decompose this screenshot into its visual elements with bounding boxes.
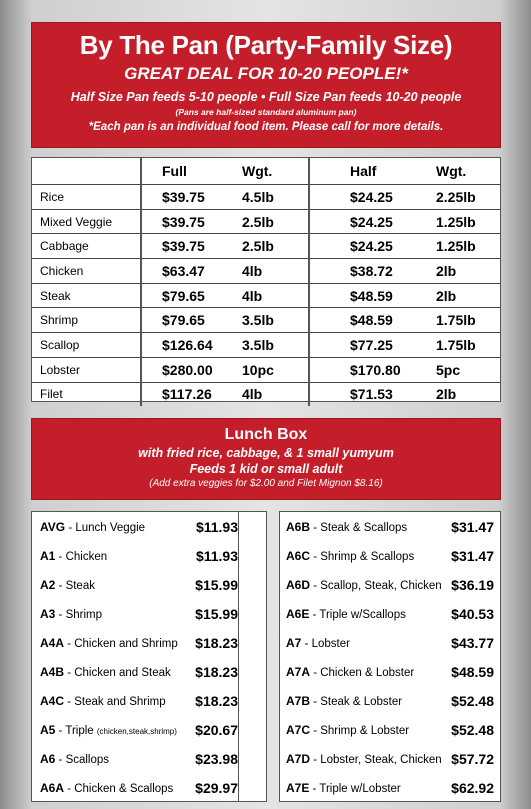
pan-half-weight: 2lb: [436, 283, 500, 308]
list-item: [280, 628, 500, 657]
lunch-item-price: $29.97: [195, 779, 238, 796]
list-item: [280, 744, 500, 773]
lunch-item-name: - Steak & Scallops: [310, 521, 408, 534]
lunch-item-code: A1: [40, 548, 56, 563]
page-title: By The Pan (Party-Family Size): [79, 30, 453, 60]
pan-full-price: $79.65: [141, 308, 242, 333]
pan-item-name: Filet: [32, 382, 141, 406]
each-pan-note: *Each pan is an individual food item. Please call for more details.: [88, 121, 444, 133]
lunch-item-label: [32, 607, 178, 621]
lunch-item-label: [32, 694, 178, 708]
pan-half-weight: 1.25lb: [436, 234, 500, 259]
table-row: [32, 333, 500, 358]
pan-half-price: $24.25: [309, 185, 436, 210]
table-row: [32, 209, 500, 234]
lunch-item-label: [280, 723, 438, 737]
list-item: [32, 599, 266, 628]
lunch-item-name: - Chicken and Steak: [64, 666, 171, 679]
pan-item-name: Cabbage: [32, 234, 141, 259]
lunch-item-label: [280, 694, 438, 708]
list-item: [280, 686, 500, 715]
table-row: [32, 185, 500, 210]
pan-half-weight: 2lb: [436, 382, 500, 406]
lunch-item-label: [280, 607, 438, 621]
pan-full-price: $39.75: [141, 234, 242, 259]
lunch-item-name: - Steak and Shrimp: [64, 695, 166, 708]
pan-item-name: Scallop: [32, 333, 141, 358]
lunch-item-name: - Shrimp: [55, 608, 102, 621]
lunch-item-code: A3: [40, 606, 56, 621]
lunch-item-name: - Scallop, Steak, Chicken: [310, 579, 442, 592]
list-item: [32, 512, 266, 541]
pan-full-price: $280.00: [141, 357, 242, 382]
lunch-item-code: A6B: [286, 519, 311, 534]
pan-half-weight: 5pc: [436, 357, 500, 382]
lunch-box-title: Lunch Box: [224, 426, 308, 443]
lunch-item-code: AVG: [40, 519, 66, 534]
lunch-item-name: - Triple w/Scallops: [309, 608, 406, 621]
lunch-item-name: - Chicken: [55, 550, 108, 563]
lunch-item-name: - Shrimp & Lobster: [310, 724, 410, 737]
pan-full-weight: 4.5lb: [242, 185, 309, 210]
lunch-item-price: $40.53: [451, 605, 494, 622]
pan-half-price: $170.80: [309, 357, 436, 382]
list-item: [32, 773, 266, 802]
pan-full-price: $126.64: [141, 333, 242, 358]
lunch-item-price: $62.92: [451, 779, 494, 796]
list-item: [32, 628, 266, 657]
pan-half-price: $48.59: [309, 283, 436, 308]
lunch-item-label: [32, 752, 178, 766]
lunch-item-name: - Triple: [55, 724, 97, 737]
lunch-item-label: [280, 578, 442, 592]
pan-full-weight: 4lb: [242, 259, 309, 284]
lunch-item-price: $20.67: [195, 721, 238, 738]
pan-full-price: $39.75: [141, 185, 242, 210]
lunch-item-label: [32, 578, 178, 592]
lunch-item-code: A7C: [286, 722, 311, 737]
lunch-item-price: $15.99: [195, 576, 238, 593]
lunch-item-label: [32, 636, 178, 650]
lunch-box-extra-note: (Add extra veggies for $2.00 and Filet Mignon $8.16): [149, 478, 383, 489]
list-item: [280, 715, 500, 744]
list-item: [32, 686, 266, 715]
lunch-item-name: - Steak: [55, 579, 95, 592]
pan-full-weight: 3.5lb: [242, 308, 309, 333]
lunch-item-code: A7D: [286, 751, 311, 766]
pan-half-weight: 2.25lb: [436, 185, 500, 210]
lunch-box-list-left: [31, 511, 267, 802]
lunch-item-code: A7A: [286, 664, 311, 679]
lunch-item-price: $31.47: [451, 518, 494, 535]
table-row: [32, 357, 500, 382]
lunch-item-code: A6D: [286, 577, 311, 592]
lunch-item-price: $18.23: [195, 692, 238, 709]
pan-full-price: $63.47: [141, 259, 242, 284]
lunch-box-banner: [31, 418, 501, 500]
pan-item-name: Mixed Veggie: [32, 209, 141, 234]
list-item: [32, 570, 266, 599]
feeds-note: Half Size Pan feeds 5-10 people • Full Size Pan feeds 10-20 people: [70, 90, 462, 104]
lunch-item-price: $31.47: [451, 547, 494, 564]
pan-half-price: $48.59: [309, 308, 436, 333]
lunch-item-name: - Chicken & Lobster: [310, 666, 415, 679]
pan-item-name: Shrimp: [32, 308, 141, 333]
lunch-item-code: A4A: [40, 635, 65, 650]
pan-full-weight: 10pc: [242, 357, 309, 382]
pan-half-price: $38.72: [309, 259, 436, 284]
lunch-item-code: A6A: [40, 780, 65, 795]
list-item: [280, 599, 500, 628]
lunch-item-code: A6E: [286, 606, 310, 621]
pan-size-note: (Pans are half-sized standard aluminum pan): [175, 107, 357, 117]
lunch-item-price: $11.93: [195, 547, 238, 564]
lunch-box-subtitle: with fried rice, cabbage, & 1 small yumyum: [138, 446, 394, 460]
pan-item-name: Lobster: [32, 357, 141, 382]
lunch-item-label: [280, 752, 442, 766]
deal-headline: GREAT DEAL FOR 10-20 PEOPLE!*: [124, 64, 408, 83]
lunch-item-code: A7B: [286, 693, 311, 708]
lunch-item-code: A7: [286, 635, 302, 650]
table-row: [32, 308, 500, 333]
pan-full-weight: 4lb: [242, 283, 309, 308]
lunch-item-code: A6C: [286, 548, 311, 563]
lunch-item-name: - Lobster: [301, 637, 350, 650]
lunch-item-price: $52.48: [451, 692, 494, 709]
pan-item-name: Steak: [32, 283, 141, 308]
col-full-wgt: Wgt.: [242, 163, 273, 179]
lunch-item-name: - Lunch Veggie: [65, 521, 146, 534]
lunch-item-detail: (chicken,steak,shrimp): [96, 726, 177, 736]
lunch-item-price: $52.48: [451, 721, 494, 738]
lunch-item-name: - Steak & Lobster: [310, 695, 403, 708]
lunch-item-price: $36.19: [451, 576, 494, 593]
pan-half-weight: 1.75lb: [436, 333, 500, 358]
pan-full-price: $117.26: [141, 382, 242, 406]
pan-half-price: $77.25: [309, 333, 436, 358]
lunch-item-code: A7E: [286, 780, 310, 795]
pan-half-weight: 1.25lb: [436, 209, 500, 234]
lunch-item-price: $11.93: [195, 518, 238, 535]
lunch-item-label: [32, 723, 178, 737]
lunch-item-name: - Scallops: [55, 753, 110, 766]
pan-half-price: $24.25: [309, 234, 436, 259]
pan-full-weight: 2.5lb: [242, 209, 309, 234]
pan-half-weight: 2lb: [436, 259, 500, 284]
table-row: [32, 283, 500, 308]
list-item: [32, 744, 266, 773]
lunch-item-label: [280, 549, 438, 563]
lunch-item-name: - Chicken & Scallops: [64, 782, 174, 795]
list-item: [280, 570, 500, 599]
lunch-item-name: - Shrimp & Scallops: [310, 550, 415, 563]
lunch-item-label: [32, 549, 178, 563]
lunch-item-price: $57.72: [451, 750, 494, 767]
table-row: [32, 382, 500, 406]
list-item: [32, 715, 266, 744]
lunch-item-price: $43.77: [451, 634, 494, 651]
pan-half-price: $24.25: [309, 209, 436, 234]
pan-full-price: $39.75: [141, 209, 242, 234]
pan-full-weight: 4lb: [242, 382, 309, 406]
pan-full-weight: 2.5lb: [242, 234, 309, 259]
lunch-item-name: - Triple w/Lobster: [309, 782, 401, 795]
lunch-item-label: [32, 665, 178, 679]
lunch-item-name: - Chicken and Shrimp: [64, 637, 178, 650]
list-item: [280, 657, 500, 686]
lunch-item-label: [280, 665, 438, 679]
lunch-item-price: $18.23: [195, 663, 238, 680]
list-item: [280, 512, 500, 541]
lunch-item-code: A5: [40, 722, 56, 737]
party-size-banner: [31, 22, 501, 148]
lunch-item-label: [32, 781, 178, 795]
col-full: Full: [141, 158, 242, 185]
pan-price-table: [31, 157, 501, 402]
pan-half-weight: 1.75lb: [436, 308, 500, 333]
pan-full-weight: 3.5lb: [242, 333, 309, 358]
lunch-item-label: [32, 520, 178, 534]
lunch-item-label: [280, 781, 438, 795]
pan-full-price: $79.65: [141, 283, 242, 308]
col-half: Half: [309, 158, 436, 185]
lunch-item-price: $48.59: [451, 663, 494, 680]
lunch-item-name: - Lobster, Steak, Chicken: [310, 753, 442, 766]
pan-half-price: $71.53: [309, 382, 436, 406]
col-half-wgt: Wgt.: [436, 163, 467, 179]
list-item: [32, 657, 266, 686]
lunch-item-price: $23.98: [195, 750, 238, 767]
lunch-item-label: [280, 520, 438, 534]
table-row: [32, 234, 500, 259]
lunch-item-label: [280, 636, 438, 650]
lunch-box-list-right: [279, 511, 501, 802]
list-item: [280, 541, 500, 570]
lunch-item-code: A2: [40, 577, 56, 592]
list-item: [32, 541, 266, 570]
lunch-box-feeds: Feeds 1 kid or small adult: [189, 462, 343, 476]
lunch-item-price: $15.99: [195, 605, 238, 622]
lunch-item-code: A6: [40, 751, 56, 766]
pan-item-name: Rice: [32, 185, 141, 210]
lunch-item-code: A4C: [40, 693, 65, 708]
list-item: [280, 773, 500, 802]
lunch-item-price: $18.23: [195, 634, 238, 651]
lunch-item-code: A4B: [40, 664, 65, 679]
pan-item-name: Chicken: [32, 259, 141, 284]
table-row: [32, 259, 500, 284]
